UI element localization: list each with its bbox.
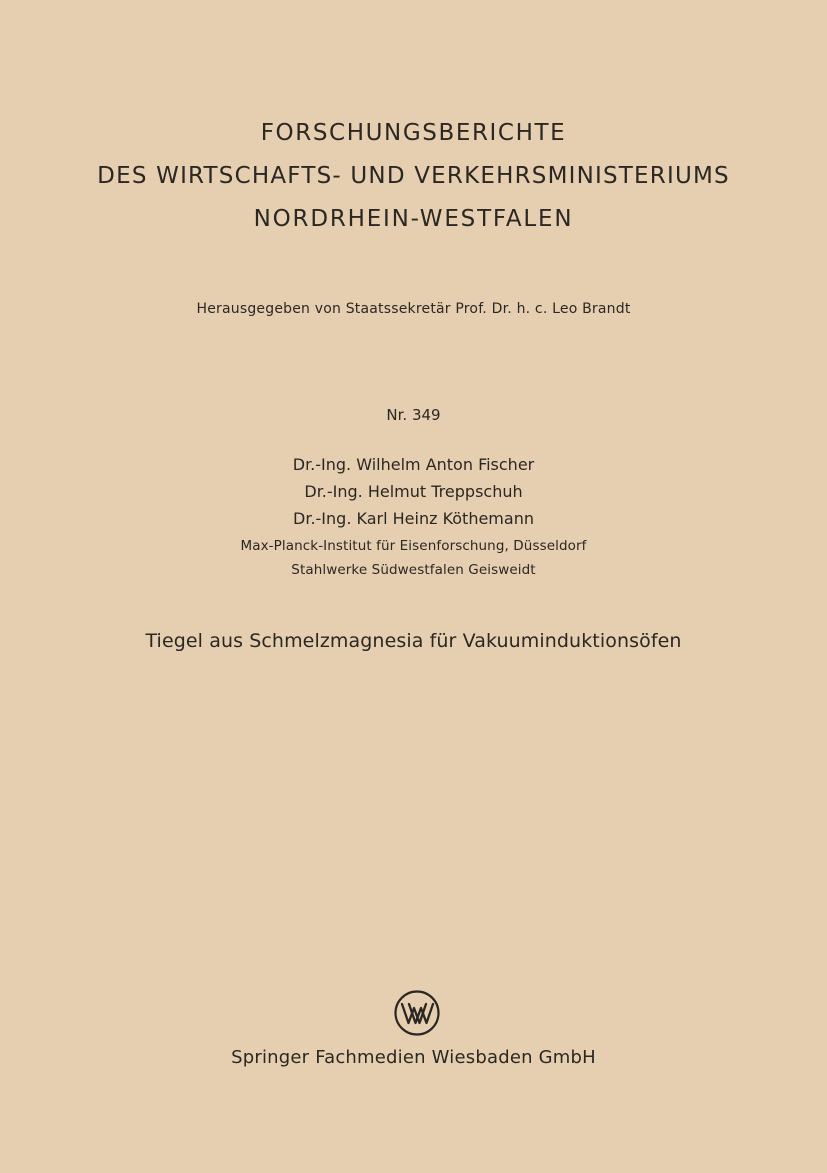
report-title: Tiegel aus Schmelzmagnesia für Vakuuminduktionsöfen xyxy=(145,630,682,652)
series-title-line-3: NORDRHEIN-WESTFALEN xyxy=(253,206,574,232)
author-3: Dr.-Ing. Karl Heinz Köthemann xyxy=(293,509,534,528)
publisher-name: Springer Fachmedien Wiesbaden GmbH xyxy=(231,1047,596,1068)
author-2: Dr.-Ing. Helmut Treppschuh xyxy=(304,482,523,501)
series-title-line-1: FORSCHUNGSBERICHTE xyxy=(260,120,567,146)
editor-credit: Herausgegeben von Staatssekretär Prof. Dr. h. c. Leo Brandt xyxy=(196,301,631,317)
institution-2: Stahlwerke Südwestfalen Geisweidt xyxy=(291,562,536,578)
report-number: Nr. 349 xyxy=(386,406,441,424)
series-title-line-2: DES WIRTSCHAFTS- UND VERKEHRSMINISTERIUMS xyxy=(97,163,730,189)
author-1: Dr.-Ing. Wilhelm Anton Fischer xyxy=(292,455,535,474)
institution-1: Max-Planck-Institut für Eisenforschung, Düsseldorf xyxy=(240,538,587,554)
springer-ww-logo-icon xyxy=(393,989,441,1037)
